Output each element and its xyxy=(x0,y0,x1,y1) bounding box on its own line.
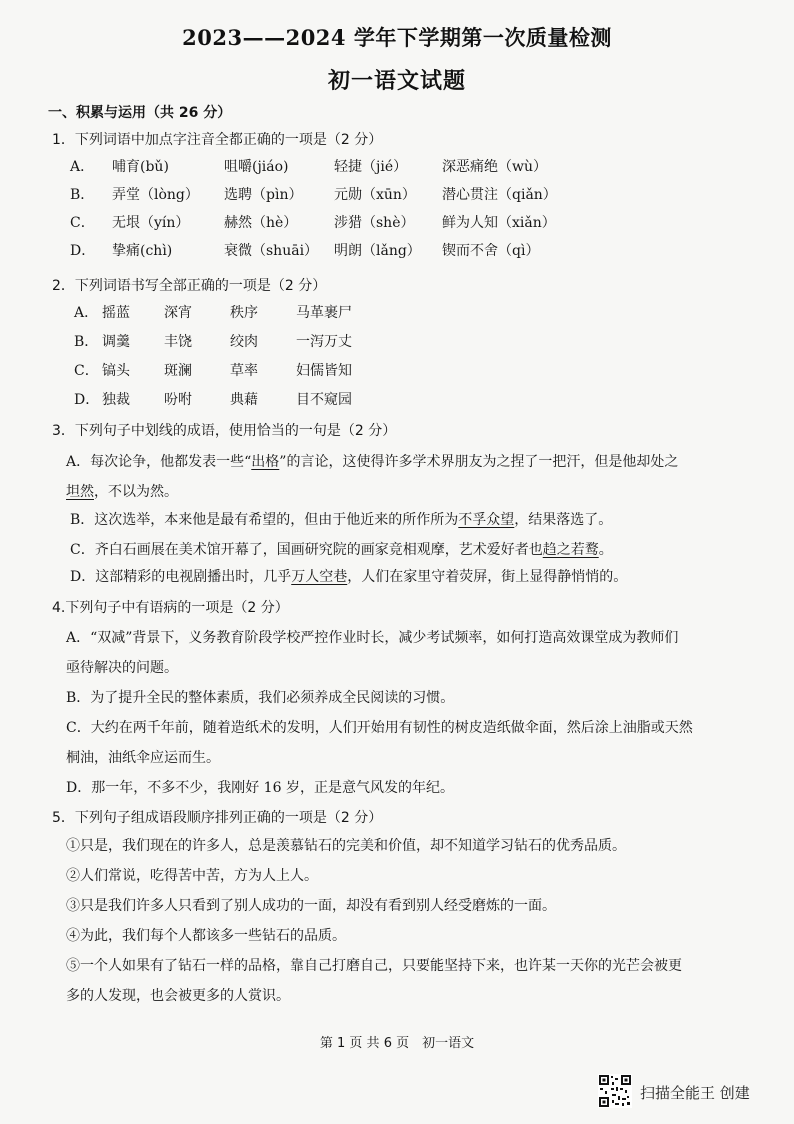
q1-b-word2: 选聘（pìn） xyxy=(224,187,303,203)
q2-d-word3: 典藉 xyxy=(230,392,258,408)
question-5-stem: 5．下列句子组成语段顺序排列正确的一项是（2 分） xyxy=(52,810,383,826)
q1-b-letter: B． xyxy=(70,187,95,203)
q2-c-letter: C． xyxy=(74,363,99,379)
q5-sentence-3: ③只是我们许多人只看到了别人成功的一面，却没有看到别人经受磨炼的一面。 xyxy=(66,898,556,914)
question-2-options xyxy=(74,303,396,410)
q2-d-word4: 目不窥园 xyxy=(296,392,352,408)
q2-c-word2: 斑澜 xyxy=(164,363,192,379)
q1-a-word1: 哺育(bǔ) xyxy=(112,159,169,175)
q1-c-letter: C． xyxy=(70,215,95,231)
q3-option-a-line1: A．每次论争，他都发表一些“出格”的言论，这使得许多学术界朋友为之捏了一把汗，但是他却处之 xyxy=(66,454,679,470)
q1-a-word3: 轻捷（jié） xyxy=(334,159,408,175)
q4-option-a-line2: 亟待解决的问题。 xyxy=(66,660,178,676)
q1-d-word2: 衰微（shuāi） xyxy=(224,243,319,259)
q4-option-c-line2: 桐油，油纸伞应运而生。 xyxy=(66,750,220,766)
q1-c-word3: 涉猎（shè） xyxy=(334,215,415,231)
page-footer: 第 1 页 共 6 页 初一语文 xyxy=(319,1036,475,1051)
question-1-stem: 1．下列词语中加点字注音全都正确的一项是（2 分） xyxy=(52,132,383,148)
q2-c-word1: 镐头 xyxy=(102,363,130,379)
q1-b-word4: 潜心贯注（qiǎn） xyxy=(442,187,557,203)
q1-a-word4: 深恶痛绝（wù） xyxy=(442,159,547,175)
q2-c-word4: 妇儒皆知 xyxy=(296,363,352,379)
q1-d-word1: 挚痛(chì) xyxy=(112,243,173,259)
q2-d-word1: 独裁 xyxy=(102,392,130,408)
q2-d-letter: D． xyxy=(74,392,100,408)
q5-sentence-5-line1: ⑤一个人如果有了钻石一样的品格，靠自己打磨自己，只要能坚持下来，也许某一天你的光芒会被更 xyxy=(66,958,682,974)
scanner-watermark-label: 扫描全能王 创建 xyxy=(640,1084,750,1102)
q2-b-word4: 一泻万丈 xyxy=(296,334,352,350)
q1-d-word3: 明朗（lǎng） xyxy=(334,243,421,259)
q5-sentence-2: ②人们常说，吃得苦中苦，方为人上人。 xyxy=(66,868,318,884)
q2-d-word2: 吩咐 xyxy=(164,392,192,408)
q4-option-d: D．那一年，不多不少，我刚好 16 岁，正是意气风发的年纪。 xyxy=(66,780,454,796)
question-2-stem: 2．下列词语书写全部正确的一项是（2 分） xyxy=(52,278,327,294)
q2-b-word1: 调羹 xyxy=(102,334,130,350)
q1-c-word2: 赫然（hè） xyxy=(224,215,298,231)
q5-sentence-1: ①只是，我们现在的许多人，总是羡慕钻石的完美和价值，却不知道学习钻石的优秀品质。 xyxy=(66,838,626,854)
q4-option-b: B．为了提升全民的整体素质，我们必须养成全民阅读的习惯。 xyxy=(66,690,455,706)
q3-option-b: B．这次选举，本来他是最有希望的，但由于他近来的所作所为不孚众望，结果落选了。 xyxy=(70,512,613,528)
q2-a-letter: A． xyxy=(74,305,99,321)
q1-a-word2: 咀嚼(jiáo) xyxy=(224,159,289,175)
exam-subtitle: 初一语文试题 xyxy=(327,68,466,94)
question-4-stem: 4.下列句子中有语病的一项是（2 分） xyxy=(52,600,289,616)
q2-b-letter: B． xyxy=(74,334,99,350)
q3-option-c: C．齐白石画展在美术馆开幕了，国画研究院的画家竞相观摩，艺术爱好者也趋之若鹜。 xyxy=(70,542,613,558)
q2-c-word3: 草率 xyxy=(230,363,258,379)
q1-d-word4: 锲而不舍（qì） xyxy=(442,243,540,259)
q2-a-word3: 秩序 xyxy=(230,305,258,321)
question-3-stem: 3．下列句子中划线的成语，使用恰当的一句是（2 分） xyxy=(52,423,397,439)
question-1-options xyxy=(70,157,642,261)
exam-title: 2023——2024 学年下学期第一次质量检测 xyxy=(182,25,612,50)
q4-option-c-line1: C．大约在两千年前，随着造纸术的发明，人们开始用有韧性的树皮造纸做伞面，然后涂上油脂或天然 xyxy=(66,720,693,736)
q2-a-word2: 深宵 xyxy=(164,305,192,321)
q4-option-a-line1: A．“双减”背景下，义务教育阶段学校严控作业时长，减少考试频率，如何打造高效课堂成为教师们 xyxy=(66,630,679,646)
section-heading: 一、积累与运用（共 26 分） xyxy=(48,105,232,121)
q5-sentence-5-line2: 多的人发现，也会被更多的人赏识。 xyxy=(66,988,290,1004)
q1-b-word1: 弄堂（lòng） xyxy=(112,187,199,203)
q3-option-a-line2: 坦然，不以为然。 xyxy=(66,484,178,500)
q2-a-word1: 摇蓝 xyxy=(102,305,130,321)
qr-code-icon xyxy=(598,1074,632,1108)
q3-option-d: D．这部精彩的电视剧播出时，几乎万人空巷，人们在家里守着荧屏，街上显得静悄悄的。 xyxy=(70,569,628,585)
q1-c-word4: 鲜为人知（xiǎn） xyxy=(442,215,556,231)
q2-b-word2: 丰饶 xyxy=(164,334,192,350)
q1-d-letter: D． xyxy=(70,243,96,259)
q1-c-word1: 无垠（yín） xyxy=(112,215,190,231)
q2-a-word4: 马革裹尸 xyxy=(296,305,352,321)
q1-b-word3: 元勋（xūn） xyxy=(334,187,416,203)
q5-sentence-4: ④为此，我们每个人都该多一些钻石的品质。 xyxy=(66,928,346,944)
q2-b-word3: 绞肉 xyxy=(230,334,258,350)
q1-a-letter: A． xyxy=(70,159,95,175)
